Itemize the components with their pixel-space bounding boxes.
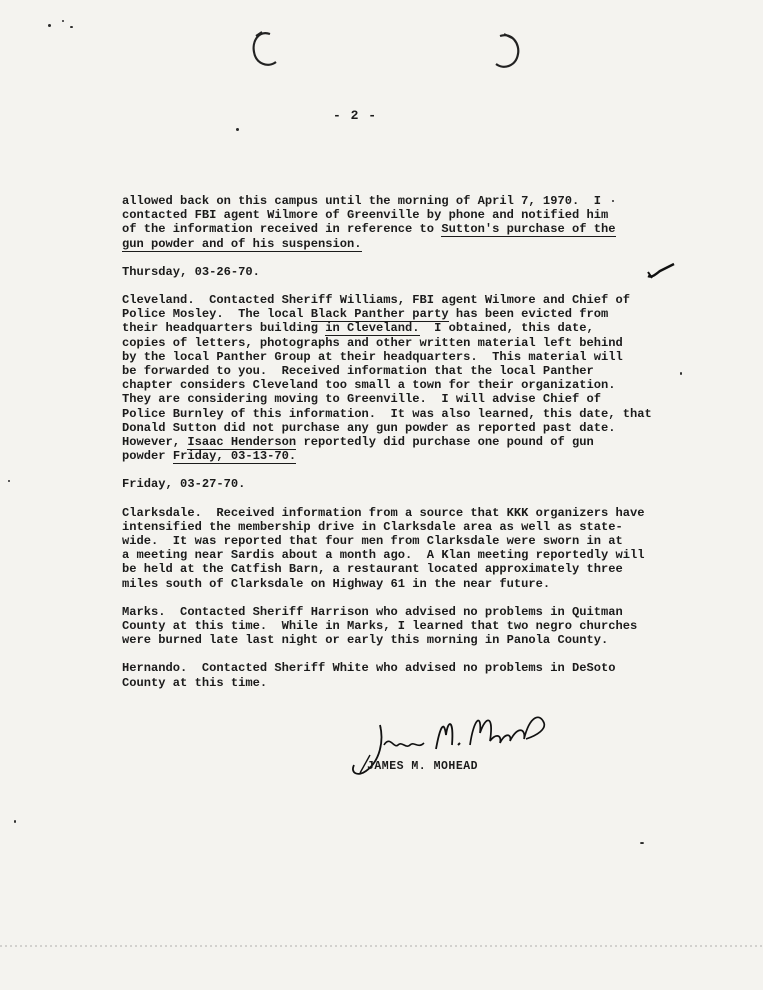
paragraph <box>122 293 652 464</box>
text-run: wide. It was reported that four men from Clarksdale were sworn in at <box>122 534 623 549</box>
text-line <box>122 449 642 463</box>
text-line <box>122 336 642 350</box>
text-run: Hernando. Contacted Sheriff White who advised no problems in DeSoto <box>122 661 616 676</box>
text-line <box>122 378 642 392</box>
speck <box>62 20 64 22</box>
text-line <box>122 406 652 421</box>
text-line <box>122 222 642 236</box>
text-run: has been evicted from <box>448 307 609 322</box>
page-number: - 2 - <box>332 108 377 123</box>
text-run: were burned late last night or early this morning in Panola County. <box>122 633 609 648</box>
text-line <box>122 392 642 406</box>
text-line <box>122 577 642 591</box>
text-run: copies of letters, photographs and other written material left behind <box>122 335 623 350</box>
text-line <box>122 562 642 576</box>
underlined-text: in Cleveland. <box>325 321 420 336</box>
text-run: of the information received in reference to <box>122 222 442 237</box>
punch-hole-right <box>490 30 524 74</box>
text-line <box>122 364 642 378</box>
text-run: a meeting near Sardis about a month ago. A Klan meeting reportedly will <box>122 548 645 563</box>
speck <box>8 480 10 482</box>
paragraph <box>122 477 642 491</box>
text-line <box>122 421 642 435</box>
text-run: by the local Panther Group at their headquarters. This material will <box>122 349 623 364</box>
text-run: County at this time. <box>122 675 268 690</box>
underlined-text: gun powder and of his suspension. <box>122 236 362 251</box>
text-line <box>122 237 642 251</box>
text-run: Donald Sutton did not purchase any gun powder as reported past date. <box>122 420 616 435</box>
text-line <box>122 194 642 208</box>
speck <box>640 842 644 844</box>
text-run: Thursday, 03-26-70. <box>122 264 260 279</box>
scan-noise-line <box>0 942 763 950</box>
text-run: allowed back on this campus until the morning of April 7, 1970. I <box>122 194 601 208</box>
text-run: They are considering moving to Greenville. I will advise Chief of <box>122 392 601 407</box>
speck <box>236 128 239 131</box>
text-line <box>122 534 642 548</box>
text-line <box>122 661 642 675</box>
text-run: Clarksdale. Received information from a source that KKK organizers have <box>122 505 645 520</box>
paragraph <box>122 505 645 591</box>
text-run: Police Mosley. The local <box>122 307 311 322</box>
text-line <box>122 619 642 633</box>
text-line <box>122 633 642 647</box>
text-line <box>122 307 642 321</box>
speck <box>680 372 682 375</box>
text-run: be forwarded to you. Received information that the local Panther <box>122 364 594 379</box>
speck <box>14 820 16 823</box>
typed-signature-name: JAMES M. MOHEAD <box>367 760 479 773</box>
text-line <box>122 676 642 690</box>
text-line <box>122 265 642 279</box>
text-run: chapter considers Cleveland too small a town for their organization. <box>122 378 616 393</box>
text-run: Friday, 03-27-70. <box>122 477 246 492</box>
text-line <box>122 208 642 222</box>
check-mark-icon <box>646 262 676 282</box>
text-line <box>122 435 642 449</box>
underlined-text: Sutton's purchase of the <box>441 222 616 237</box>
paragraph <box>122 194 642 251</box>
text-run: be held at the Catfish Barn, a restaurant located approximately three <box>122 562 623 577</box>
text-run: However, <box>122 435 188 450</box>
handwritten-signature <box>340 705 560 785</box>
text-run: powder <box>122 449 173 464</box>
text-line <box>122 505 645 520</box>
text-line <box>122 293 642 307</box>
speck <box>70 26 73 28</box>
text-line <box>122 548 645 563</box>
text-run: contacted FBI agent Wilmore of Greenville by phone and notified him <box>122 208 609 223</box>
punch-hole-left <box>248 28 282 72</box>
text-line <box>122 350 642 364</box>
underlined-text: Isaac Henderson <box>187 435 297 450</box>
underlined-text: Black Panther party <box>310 307 449 322</box>
underlined-text: Friday, 03-13-70. <box>172 449 297 464</box>
text-run: I obtained, this date, <box>419 321 594 336</box>
text-run: Cleveland. Contacted Sheriff Williams, FBI agent Wilmore and Chief of <box>122 293 631 308</box>
speck <box>48 24 51 27</box>
text-run: their headquarters building <box>122 321 326 336</box>
text-run: Marks. Contacted Sheriff Harrison who advised no problems in Quitman <box>122 604 623 619</box>
text-run: intensified the membership drive in Clarksdale area as well as state- <box>122 519 623 534</box>
paragraph <box>122 265 642 279</box>
paragraph <box>122 661 642 689</box>
letter-body <box>122 194 652 704</box>
text-run: County at this time. While in Marks, I learned that two negro churches <box>122 619 638 634</box>
text-line <box>122 477 642 491</box>
paragraph <box>122 605 642 648</box>
text-line <box>122 605 642 619</box>
text-run: reportedly did purchase one pound of gun <box>296 435 594 450</box>
text-run: Police Burnley of this information. It was also learned, this date, that <box>122 406 652 421</box>
text-run: miles south of Clarksdale on Highway 61 in the near future. <box>122 576 551 591</box>
text-line <box>122 321 642 335</box>
text-line <box>122 520 642 534</box>
